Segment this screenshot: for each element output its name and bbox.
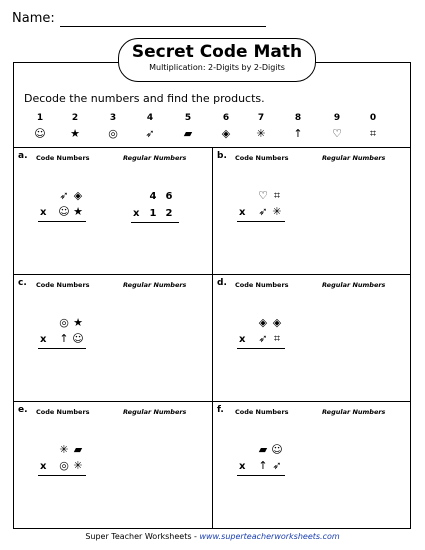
code-numbers-heading: Code Numbers <box>36 154 90 162</box>
worksheet-title: Secret Code Math <box>131 42 303 62</box>
code-symbol: ◎ <box>59 316 69 329</box>
regular-digit: 1 <box>149 208 157 219</box>
problem-label: d. <box>217 278 227 288</box>
key-digit: 1 <box>36 113 44 123</box>
times-sign: x <box>40 334 47 345</box>
code-numbers-heading: Code Numbers <box>36 281 90 289</box>
code-numbers-heading: Code Numbers <box>235 154 289 162</box>
regular-numbers-heading: Regular Numbers <box>322 281 386 289</box>
answer-line <box>237 475 285 476</box>
star-icon: ★ <box>70 127 80 140</box>
regular-numbers-heading: Regular Numbers <box>123 408 187 416</box>
up-arrow-icon: ↑ <box>293 127 303 140</box>
key-digit: 9 <box>333 113 341 123</box>
times-sign: x <box>239 207 246 218</box>
code-symbol: ★ <box>73 205 83 218</box>
answer-line <box>38 221 86 222</box>
code-symbol: ⌗ <box>273 332 281 345</box>
title-banner <box>118 38 316 82</box>
key-digit: 7 <box>257 113 265 123</box>
divider-line <box>212 147 213 529</box>
instruction-text: Decode the numbers and find the products. <box>24 92 265 105</box>
parallelogram-icon: ▰ <box>183 127 193 140</box>
code-symbol: ◈ <box>73 189 83 202</box>
code-symbol: ☺ <box>58 205 70 218</box>
key-digit: 4 <box>146 113 154 123</box>
pencil-icon: ➶ <box>145 127 155 140</box>
code-numbers-heading: Code Numbers <box>235 408 289 416</box>
footer-link[interactable]: www.superteacherworksheets.com <box>199 532 340 541</box>
regular-numbers-heading: Regular Numbers <box>123 154 187 162</box>
code-symbol: ➶ <box>272 459 282 472</box>
code-symbol: ▰ <box>73 443 83 456</box>
code-symbol: ➶ <box>258 332 268 345</box>
answer-line <box>38 475 86 476</box>
times-sign: x <box>40 207 47 218</box>
code-symbol: ☺ <box>271 443 283 456</box>
answer-line <box>131 222 179 223</box>
code-numbers-heading: Code Numbers <box>235 281 289 289</box>
name-input-line[interactable] <box>60 26 266 27</box>
answer-line <box>237 348 285 349</box>
code-symbol: ✳ <box>272 205 282 218</box>
times-sign: x <box>40 461 47 472</box>
code-symbol: ◈ <box>258 316 268 329</box>
key-digit: 5 <box>184 113 192 123</box>
problem-label: b. <box>217 151 227 161</box>
code-symbol: ✳ <box>59 443 69 456</box>
code-numbers-heading: Code Numbers <box>36 408 90 416</box>
code-symbol: ➶ <box>59 189 69 202</box>
code-symbol: ★ <box>73 316 83 329</box>
code-symbol: ✳ <box>73 459 83 472</box>
asterisk-icon: ✳ <box>256 127 266 140</box>
key-digit: 8 <box>294 113 302 123</box>
code-symbol: ↑ <box>258 459 268 472</box>
spiral-icon: ◎ <box>108 127 118 140</box>
times-sign: x <box>239 334 246 345</box>
regular-numbers-heading: Regular Numbers <box>123 281 187 289</box>
footer <box>0 532 425 541</box>
problem-label: c. <box>18 278 27 288</box>
answer-line <box>38 348 86 349</box>
smiley-icon: ☺ <box>34 127 46 140</box>
regular-numbers-heading: Regular Numbers <box>322 408 386 416</box>
regular-numbers-heading: Regular Numbers <box>322 154 386 162</box>
times-sign: x <box>133 208 140 219</box>
regular-digit: 4 <box>149 191 157 202</box>
regular-digit: 6 <box>165 191 173 202</box>
code-symbol: ♡ <box>258 189 268 202</box>
heart-icon: ♡ <box>332 127 342 140</box>
problem-label: a. <box>18 151 28 161</box>
problem-label: e. <box>18 405 28 415</box>
key-digit: 0 <box>369 113 377 123</box>
problem-label: f. <box>217 405 224 415</box>
code-symbol: ◈ <box>272 316 282 329</box>
square-pair-icon: ⌗ <box>369 127 377 140</box>
regular-digit: 2 <box>165 208 173 219</box>
code-symbol: ⌗ <box>273 189 281 202</box>
key-digit: 6 <box>222 113 230 123</box>
code-symbol: ➶ <box>258 205 268 218</box>
key-digit: 3 <box>109 113 117 123</box>
code-symbol: ◎ <box>59 459 69 472</box>
key-digit: 2 <box>71 113 79 123</box>
worksheet-subtitle: Multiplication: 2-Digits by 2-Digits <box>149 63 285 72</box>
times-sign: x <box>239 461 246 472</box>
name-label: Name: <box>12 11 55 26</box>
code-symbol: ☺ <box>72 332 84 345</box>
code-symbol: ↑ <box>59 332 69 345</box>
diamond-icon: ◈ <box>221 127 231 140</box>
answer-line <box>237 221 285 222</box>
code-symbol: ▰ <box>258 443 268 456</box>
footer-text: Super Teacher Worksheets - <box>85 532 200 541</box>
